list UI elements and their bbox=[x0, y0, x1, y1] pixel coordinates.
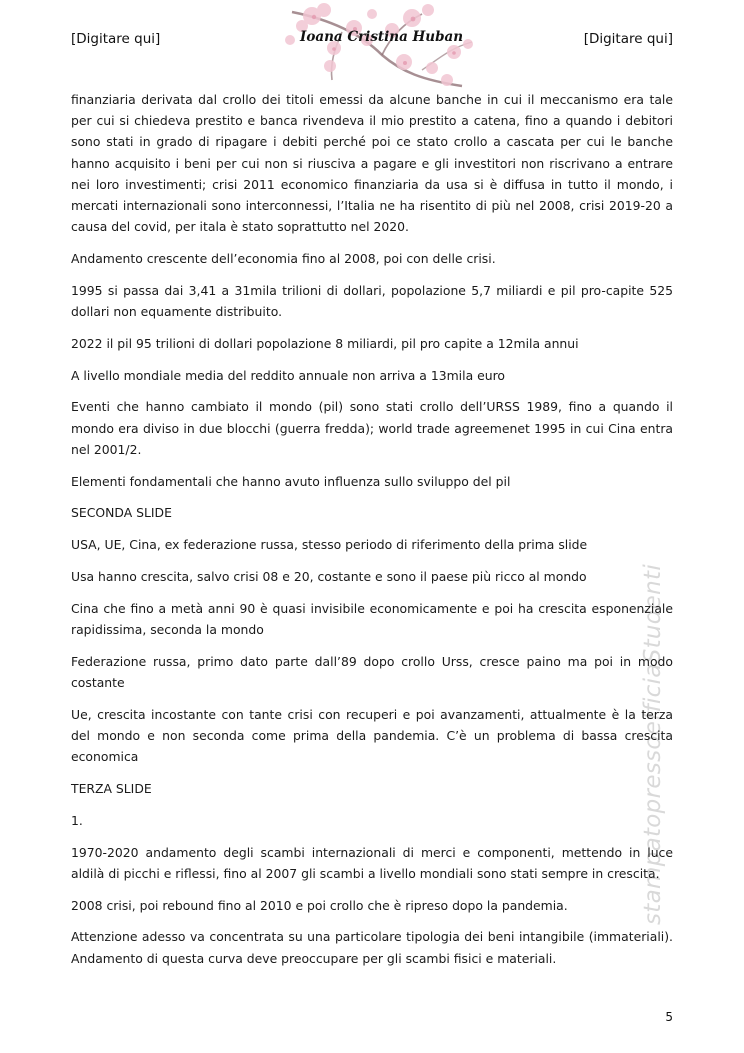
paragraph: 2008 crisi, poi rebound fino al 2010 e poi crollo che è ripreso dopo la pandemia. bbox=[71, 897, 568, 913]
watermark-text: stampatopressoefficiaStudenti bbox=[640, 563, 666, 925]
paragraph: Andamento crescente dell’economia fino al 2008, poi con delle crisi. bbox=[71, 251, 496, 267]
paragraph: Attenzione adesso va concentrata su una particolare tipologia dei beni intangibile (immateriali). Andamento di questa curva deve preoccupare per gli scambi fisici e materiali. bbox=[71, 929, 673, 966]
list-number: 1. bbox=[71, 812, 83, 828]
page-number: 5 bbox=[665, 1010, 673, 1024]
paragraph: Federazione russa, primo dato parte dall’89 dopo crollo Urss, cresce paino ma poi in modo costante bbox=[71, 653, 673, 690]
paragraph: Elementi fondamentali che hanno avuto influenza sullo sviluppo del pil bbox=[71, 473, 511, 489]
header-left-placeholder: [Digitare qui] bbox=[71, 31, 161, 47]
paragraph: Eventi che hanno cambiato il mondo (pil) sono stati crollo dell’URSS 1989, fino a quando il mondo era diviso in due blocchi (guerra fredda); world trade agreemenet 1995 in cui Cina entra nel 2001/2. bbox=[71, 399, 673, 457]
paragraph: Usa hanno crescita, salvo crisi 08 e 20, costante e sono il paese più ricco al mondo bbox=[71, 569, 587, 584]
header-author-name: Ioana Cristina Huban bbox=[300, 29, 464, 45]
cherry-blossom-icon bbox=[272, 0, 484, 90]
document-body bbox=[71, 89, 673, 979]
paragraph: finanziaria derivata dal crollo dei titoli emessi da alcune banche in cui il meccanismo era tale per cui si chiedeva prestito e banca rivendeva il mio prestito a catena, fino a quando i debitori sono stati in grado di ripagare i debiti perché poi ce stato crollo a cascata per cui le banche hanno acquisito i beni per cui non si riusciva a pagare e gli investitori non riscrivano a entrare nei loro investimenti; crisi 2011 economico finanziaria da usa si è diffusa in tutto il mondo, i mercati internazionali sono interconnessi, l’Italia ne ha risentito di più nel 2008, crisi 2019-20 a causa del covid, per itala è stato soprattutto nel 2020. bbox=[71, 92, 673, 235]
paragraph: A livello mondiale media del reddito annuale non arriva a 13mila euro bbox=[71, 367, 505, 383]
paragraph: Cina che fino a metà anni 90 è quasi invisibile economicamente e poi ha crescita esponenziale rapidissima, seconda la mondo bbox=[71, 600, 673, 637]
section-heading: TERZA SLIDE bbox=[71, 781, 152, 796]
section-heading: SECONDA SLIDE bbox=[71, 505, 172, 521]
paragraph: 1995 si passa dai 3,41 a 31mila trilioni di dollari, popolazione 5,7 miliardi e pil pro-capite 525 dollari non equamente distribuito. bbox=[71, 282, 673, 320]
paragraph: Ue, crescita incostante con tante crisi con recuperi e poi avanzamenti, attualmente è la terza del mondo e non seconda come prima della pandemia. C’è un problema di bassa crescita economica bbox=[71, 706, 673, 765]
paragraph: USA, UE, Cina, ex federazione russa, stesso periodo di riferimento della prima slide bbox=[71, 537, 588, 553]
paragraph: 1970-2020 andamento degli scambi internazionali di merci e componenti, mettendo in luce aldilà di picchi e riflessi, fino al 2007 gli scambi a livello mondiali sono stati sempre in crescita. bbox=[71, 844, 673, 881]
paragraph: 2022 il pil 95 trilioni di dollari popolazione 8 miliardi, pil pro capite a 12mila annui bbox=[71, 335, 579, 351]
header-right-placeholder: [Digitare qui] bbox=[583, 31, 673, 47]
